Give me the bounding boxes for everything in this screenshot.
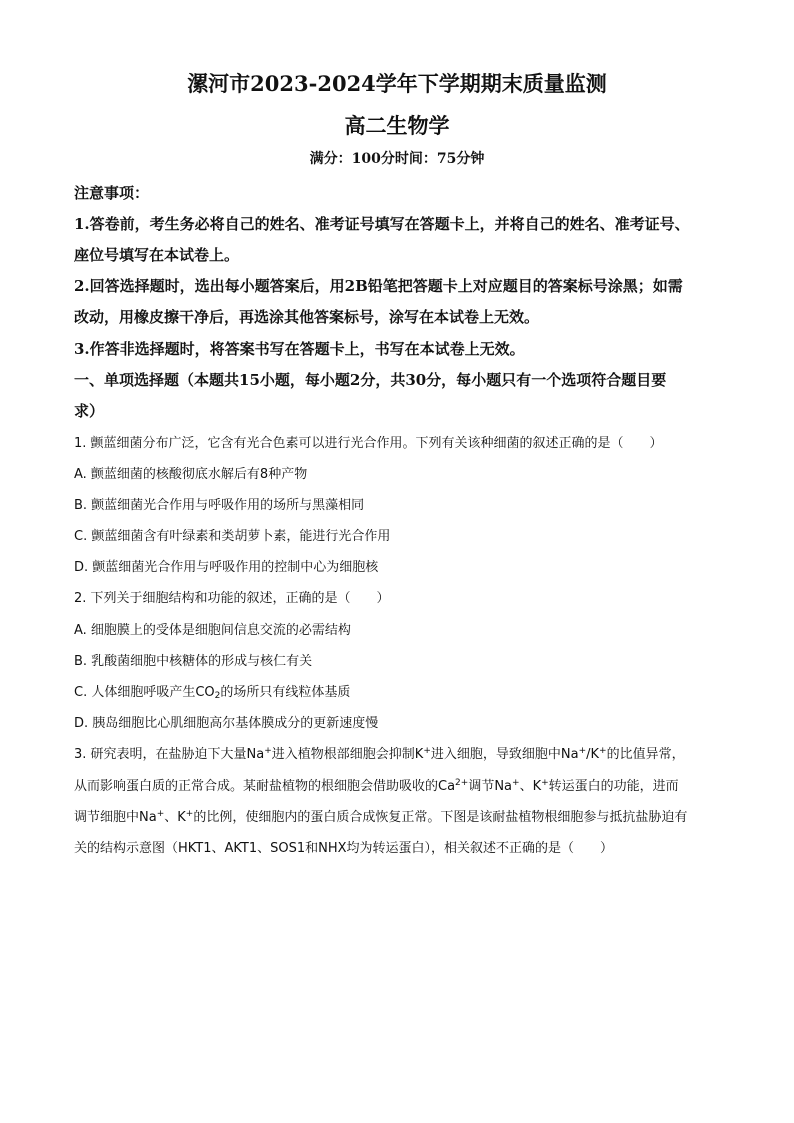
exam-score-time: 满分：100分时间：75分钟: [309, 151, 485, 167]
q2-stem: 2. 下列关于细胞结构和功能的叙述，正确的是（ ）: [74, 591, 390, 606]
q3-stem-line-2: 从而影响蛋白质的正常合成。某耐盐植物的根细胞会借助吸收的$Ca^{2+}$调节Na+、K+转运蛋白的功能，进而: [74, 778, 679, 794]
section-1-heading-line-2: 求）: [74, 402, 105, 420]
note-1-line-2: 座位号填写在本试卷上。: [74, 246, 240, 264]
note-2-line-1: 2.回答选择题时，选出每小题答案后，用2B铅笔把答题卡上对应题目的答案标号涂黑；如需: [74, 277, 683, 295]
q1-stem: 1. 颤蓝细菌分布广泛，它含有光合色素可以进行光合作用。下列有关该种细菌的叙述正确的是（ ）: [74, 436, 663, 451]
exam-subject: 高二生物学: [344, 113, 450, 138]
q1-option-b: B. 颤蓝细菌光合作用与呼吸作用的场所与黑藻相同: [74, 498, 365, 513]
q3-stem-line-4: 关的结构示意图（HKT1、AKT1、SOS1和NHX均为转运蛋白），相关叙述不正确的是（ ）: [74, 841, 614, 856]
q1-option-d: D. 颤蓝细菌光合作用与呼吸作用的控制中心为细胞核: [74, 560, 379, 575]
q3-stem-line-1: 3. 研究表明，在盐胁迫下大量Na+进入植物根部细胞会抑制K+进入细胞，导致细胞中Na+/K+的比值异常，: [74, 746, 685, 762]
q3-stem-line-3: 调节细胞中Na+、K+的比例，使细胞内的蛋白质合成恢复正常。下图是该耐盐植物根细胞参与抵抗盐胁迫有: [74, 809, 688, 825]
q2-option-c: C. 人体细胞呼吸产生$CO_2$的场所只有线粒体基质: [74, 685, 351, 700]
q1-option-a: A. 颤蓝细菌的核酸彻底水解后有8种产物: [74, 467, 308, 482]
q2-option-b: B. 乳酸菌细胞中核糖体的形成与核仁有关: [74, 654, 313, 669]
exam-title: 漯河市2023-2024学年下学期期末质量监测: [187, 71, 607, 96]
q1-option-c: C. 颤蓝细菌含有叶绿素和类胡萝卜素，能进行光合作用: [74, 529, 391, 544]
note-1-line-1: 1.答卷前，考生务必将自己的姓名、准考证号填写在答题卡上，并将自己的姓名、准考证号、: [74, 215, 690, 233]
note-2-line-2: 改动，用橡皮擦干净后，再选涂其他答案标号，涂写在本试卷上无效。: [74, 308, 540, 326]
note-3: 3.作答非选择题时，将答案书写在答题卡上，书写在本试卷上无效。: [74, 340, 525, 358]
section-1-heading-line-1: 一、单项选择题（本题共15小题，每小题2分，共30分，每小题只有一个选项符合题目要: [74, 371, 667, 389]
q2-option-d: D. 胰岛细胞比心肌细胞高尔基体膜成分的更新速度慢: [74, 716, 379, 731]
q2-option-a: A. 细胞膜上的受体是细胞间信息交流的必需结构: [74, 623, 351, 638]
notes-heading: 注意事项：: [74, 184, 150, 202]
